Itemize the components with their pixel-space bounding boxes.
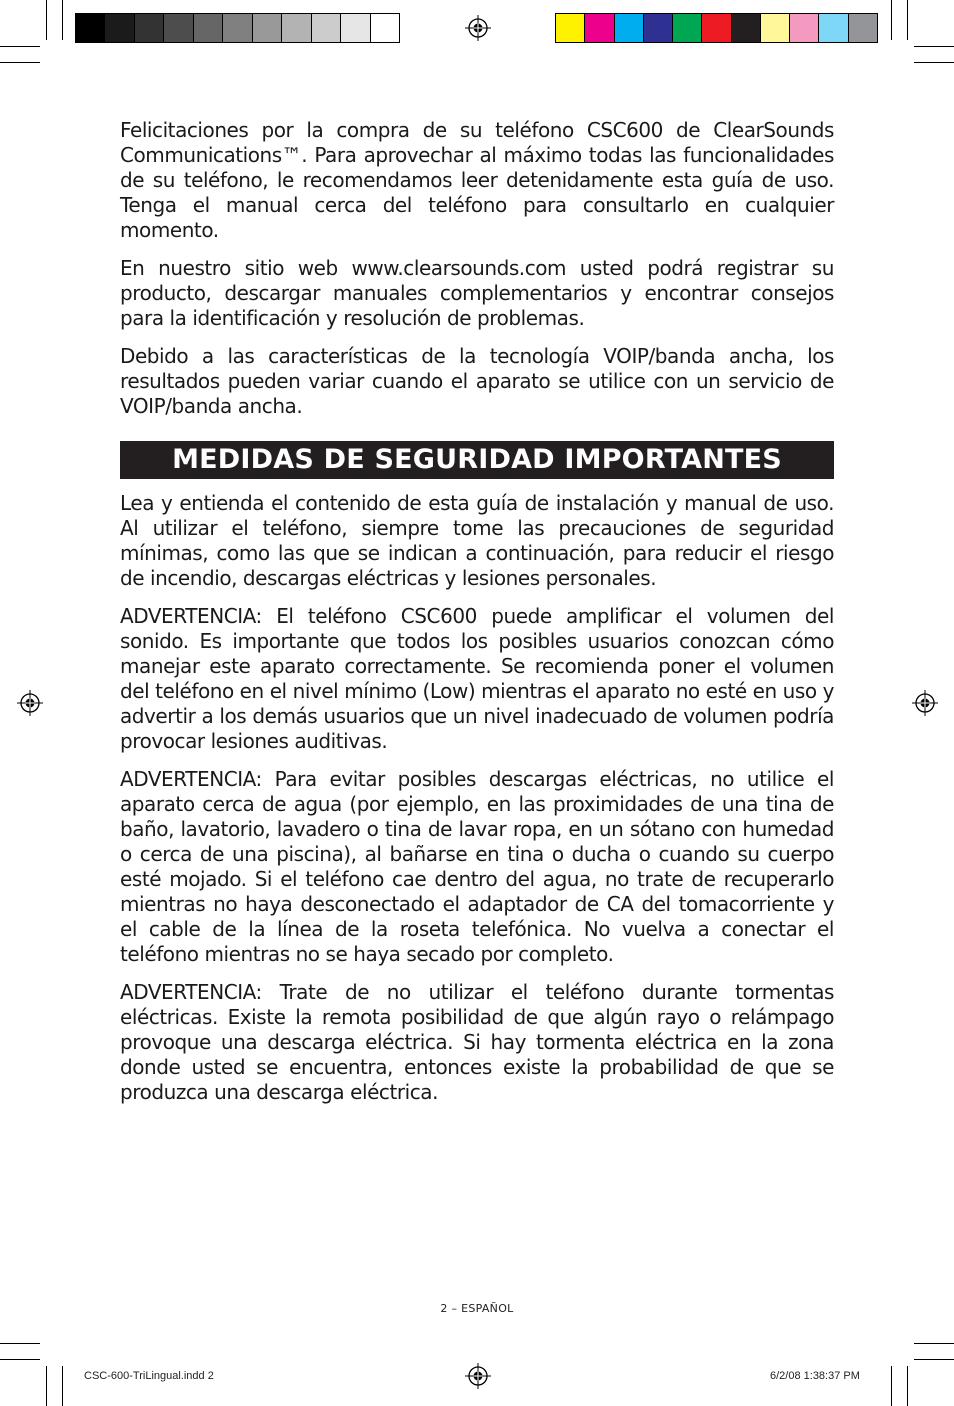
crop-mark [0,46,40,47]
warning-label: ADVERTENCIA: [120,604,262,628]
crop-mark [46,1366,47,1406]
slug-filename: CSC-600-TriLingual.indd 2 [84,1370,214,1382]
crop-mark [907,1366,908,1406]
process-swatch [732,14,761,42]
warning-label: ADVERTENCIA: [120,980,262,1004]
crop-mark [914,1359,954,1360]
process-swatch [673,14,702,42]
crop-mark [907,0,908,40]
crop-mark [46,0,47,40]
process-swatch [819,14,848,42]
warning-text: Trate de no utilizar el teléfono durante tormentas eléctricas. Existe la remota posibilidad de que algún rayo o relámpago provoque una descarga eléctrica. Si hay tormenta eléctrica en la zona donde usted se encuentra, entonces existe la probabilidad de que se produzca una descarga eléctrica. [120,980,834,1104]
process-swatch [644,14,673,42]
crop-mark [0,1359,40,1360]
grayscale-color-bar [75,13,400,43]
intro-paragraph: Felicitaciones por la compra de su teléfono CSC600 de ClearSounds Communications™. Para aprovechar al máximo todas las funcionalidades de su teléfono, le recomendamos leer detenidamente esta guía de uso. Tenga el manual cerca del teléfono para consultarlo en cualquier momento. [120,118,834,242]
grayscale-swatch [76,14,105,42]
crop-mark [62,1366,63,1406]
process-swatch [615,14,644,42]
warning-storm-paragraph [120,980,834,1105]
slug-timestamp: 6/2/08 1:38:37 PM [770,1370,860,1382]
grayscale-swatch [105,14,134,42]
website-paragraph: En nuestro sitio web www.clearsounds.com usted podrá registrar su producto, descargar manuales complementarios y encontrar consejos para la identificación y resolución de problemas. [120,256,834,330]
grayscale-swatch [282,14,311,42]
grayscale-swatch [135,14,164,42]
process-swatch [556,14,585,42]
crop-mark [891,0,892,40]
registration-target-icon [17,690,43,716]
registration-target-icon [912,690,938,716]
crop-mark [0,62,40,63]
crop-mark [914,46,954,47]
registration-target-icon [465,1363,491,1389]
grayscale-swatch [371,14,399,42]
warning-label: ADVERTENCIA: [120,767,262,791]
grayscale-swatch [194,14,223,42]
crop-mark [914,62,954,63]
warning-text: El teléfono CSC600 puede amplificar el volumen del sonido. Es importante que todos los posibles usuarios conozcan cómo manejar este aparato correctamente. Se recomienda poner el volumen del teléfono en el nivel mínimo (Low) mientras el aparato no esté en uso y advertir a los demás usuarios que un nivel inadecuado de volumen podría provocar lesiones auditivas. [120,604,834,753]
crop-mark [914,1343,954,1344]
grayscale-swatch [253,14,282,42]
registration-target-icon [465,15,491,41]
process-swatch [585,14,614,42]
process-color-bar [555,13,878,43]
crop-mark [891,1366,892,1406]
warning-water-paragraph [120,767,834,967]
grayscale-swatch [312,14,341,42]
process-swatch [761,14,790,42]
grayscale-swatch [223,14,252,42]
safety-intro-paragraph: Lea y entienda el contenido de esta guía de instalación y manual de uso. Al utilizar el teléfono, siempre tome las precauciones de seguridad mínimas, como las que se indican a continuación, para reducir el riesgo de incendio, descargas eléctricas y lesiones personales. [120,491,834,590]
grayscale-swatch [164,14,193,42]
voip-paragraph: Debido a las características de la tecnología VOIP/banda ancha, los resultados pueden variar cuando el aparato se utilice con un servicio de VOIP/banda ancha. [120,344,834,418]
warning-text: Para evitar posibles descargas eléctricas, no utilice el aparato cerca de agua (por ejemplo, en las proximidades de una tina de baño, lavatorio, lavadero o tina de lavar ropa, en un sótano con humedad o cerca de una piscina), al bañarse en tina o ducha o cuando su cuerpo esté mojado. Si el teléfono cae dentro del agua, no trate de recuperarlo mientras no haya desconectado el adaptador de CA del tomacorriente y el cable de la línea de la roseta telefónica. No vuelva a conectar el teléfono mientras no se haya secado por completo. [120,767,834,966]
section-heading: MEDIDAS DE SEGURIDAD IMPORTANTES [120,441,834,479]
page-number: 2 – ESPAÑOL [440,1302,514,1315]
process-swatch [790,14,819,42]
crop-mark [0,1343,40,1344]
process-swatch [849,14,877,42]
crop-mark [62,0,63,40]
grayscale-swatch [341,14,370,42]
document-body [120,118,834,1118]
warning-volume-paragraph [120,604,834,754]
process-swatch [702,14,731,42]
